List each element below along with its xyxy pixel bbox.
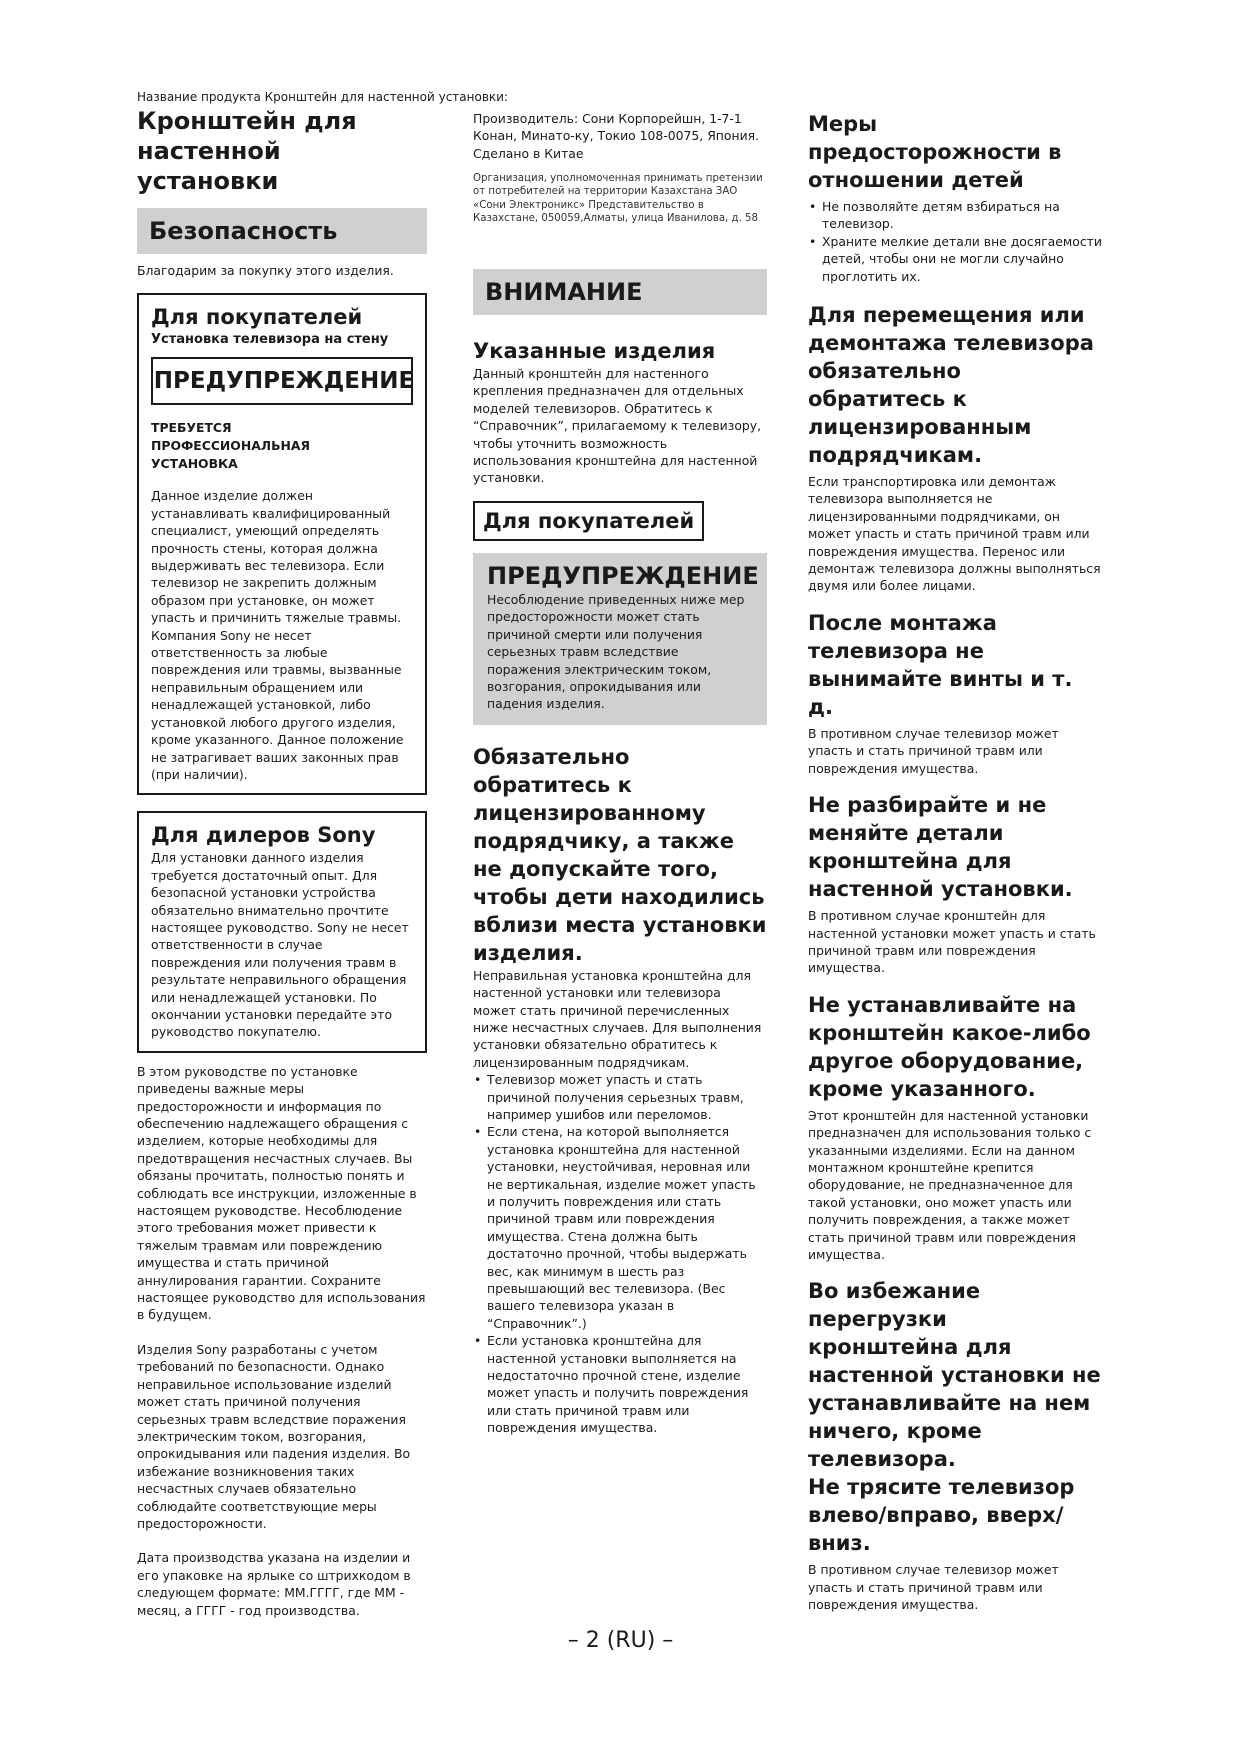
thanks-text: Благодарим за покупку этого изделия. [137, 263, 394, 278]
children-bullet-list [808, 198, 1104, 285]
warning-label-text: ПРЕДУПРЕЖДЕНИЕ [153, 368, 415, 395]
column-right [808, 110, 1104, 1614]
warning-panel-body: Несоблюдение приведенных ниже мер предосторожности может стать причиной смерти или получения серьезных травм вследствие поражения электрическим током, возгорания, опрокидывания или падения изделия. [487, 591, 745, 712]
overload-body: В противном случае телевизор может упасть и стать причиной травм или повреждения имущества. [808, 1562, 1059, 1613]
screws-title: После монтажа телевизора не вынимайте винты и т. д. [808, 610, 1073, 719]
overload-title: Во избежание перегрузки кронштейна для настенной установки не устанавливайте на нем ничего, кроме телевизора. [808, 1279, 1101, 1472]
professional-install-note: ТРЕБУЕТСЯ ПРОФЕССИОНАЛЬНАЯ УСТАНОВКА [151, 420, 311, 472]
attention-heading: ВНИМАНИЕ [473, 269, 767, 315]
shake-title: Не трясите телевизор влево/вправо, вверх/вниз. [808, 1475, 1075, 1556]
page-number: – 2 (RU) – [567, 1628, 674, 1653]
kazakhstan-org-info: Организация, уполномоченная принимать претензии от потребителей на территории Казахстана ЗАО «Сони Электроникс» Представительство в Казахстане, 050059,Алматы, улица Иванилова, д. 58 [473, 173, 763, 224]
column-middle [473, 110, 767, 1437]
intro-paragraph: В этом руководстве по установке приведены важные меры предосторожности и информация по обеспечению надлежащего обращения с изделием, которые необходимы для предотвращения несчастных случаев. Вы обязаны прочитать, полностью понять и соблюдать все инструкции, изложенные в настоящем руководстве. Несоблюдение этого требования может привести к тяжелым травмам или повреждению имущества и стать причиной аннулирования гарантии. Сохраните настоящее руководство для использования в будущем. [137, 1063, 426, 1323]
product-name-label: Название продукта Кронштейн для настенной установки: [137, 90, 508, 104]
other-equipment-body: Этот кронштейн для настенной установки предназначен для использования только с указанными изделиями. Если на данном монтажном кронштейне крепится оборудование, не предназначенное для такой установки, оно может упасть или получить повреждения, а также может стать причиной травм или повреждения имущества. [808, 1107, 1092, 1262]
production-date-paragraph: Дата производства указана на изделии и его упаковке на ярлыке со штрихкодом в следующем формате: ММ.ГГГГ, где ММ - месяц, а ГГГГ - год производства. [137, 1550, 411, 1618]
sony-safety-paragraph: Изделия Sony разработаны с учетом требований по безопасности. Однако неправильное использование изделий может стать причиной получения серьезных травм вследствие поражения электрическим током, возгорания, опрокидывания или падения изделия. Во избежание возникновения таких несчастных случаев обязательно соблюдайте соответствующие меры предосторожности. [137, 1341, 411, 1531]
disassemble-body: В противном случае кронштейн для настенной установки может упасть и стать причиной травм или повреждения имущества. [808, 908, 1096, 976]
specified-products-title: Указанные изделия [473, 339, 716, 364]
screws-body: В противном случае телевизор может упасть и стать причиной травм или повреждения имущества. [808, 725, 1059, 776]
customers-box-title: Для покупателей [151, 305, 363, 330]
list-item: • Не позволяйте детям взбираться на телевизор. [808, 198, 1104, 233]
list-item: • Если установка кронштейна для настенной установки выполняется на недостаточно прочной стене, изделие может упасть и получить повреждения или стать причиной травм или повреждения имущества. [473, 1332, 767, 1436]
dealers-box [137, 811, 427, 1052]
warning-panel-title: ПРЕДУПРЕЖДЕНИЕ [487, 561, 759, 590]
contractor-title: Обязательно обратитесь к лицензированному подрядчику, а также не допускайте того, чтобы дети находились вблизи места установки изделия. [473, 744, 767, 965]
dealers-box-body: Для установки данного изделия требуется достаточный опыт. Для безопасной установки устройства обязательно внимательно прочтите настоящее руководство. Sony не несет ответственности в случае повреждения или получения травм в результате неправильного обращения или ненадлежащей установки. По окончании установки передайте это руководство покупателю. [151, 850, 409, 1040]
moving-body: Если транспортировка или демонтаж телевизора выполняется не лицензированными подрядчиками, он может упасть и стать причиной травм или повреждения имущества. Перенос или демонтаж телевизора должны выполняться двумя или более лицами. [808, 474, 1101, 594]
list-item: • Если стена, на которой выполняется установка кронштейна для настенной установки, неустойчивая, неровная или не вертикальная, изделие может упасть и получить повреждения или стать причиной травм или повреждения имущества. Стена должна быть достаточно прочной, чтобы выдержать вес, как минимум в шесть раз превышающий вес телевизора. (Вес вашего телевизора указан в “Справочник”.) [473, 1123, 767, 1332]
column-left [137, 90, 508, 1619]
warning-label-box [151, 357, 413, 405]
list-item: • Телевизор может упасть и стать причиной получения серьезных травм, например ушибов или переломов. [473, 1071, 767, 1123]
made-in-text: Сделано в Китае [473, 145, 584, 161]
warning-panel [473, 553, 767, 725]
customers-title-box: Для покупателей [473, 501, 704, 541]
document-title: Кронштейн для настенной установки [137, 107, 357, 195]
list-item: • Храните мелкие детали вне досягаемости детей, чтобы они не могли случайно проглотить их. [808, 233, 1104, 285]
children-title: Меры предосторожности в отношении детей [808, 112, 1062, 192]
disassemble-title: Не разбирайте и не меняйте детали кронштейна для настенной установки. [808, 793, 1073, 902]
customers-box-subtitle: Установка телевизора на стену [151, 332, 389, 348]
customers-box [137, 293, 427, 795]
dealers-box-title: Для дилеров Sony [151, 823, 376, 848]
contractor-bullet-list [473, 1071, 767, 1437]
customers-box-body: Данное изделие должен устанавливать квалифицированный специалист, умеющий определять прочность стены, которая должна выдерживать вес телевизора. Если телевизор не закрепить должным образом при установке, он может упасть и причинить тяжелые травмы. Компания Sony не несет ответственность за любые повреждения или травмы, вызванные неправильным обращением или ненадлежащей установкой, либо установкой любого другого изделия, кроме указанного. Данное положение не затрагивает ваших законных прав (при наличии). [151, 488, 404, 782]
safety-heading: Безопасность [137, 208, 427, 254]
specified-products-body: Данный кронштейн для настенного крепления предназначен для отдельных моделей телевизоров. Обратитесь к “Справочник”, прилагаемому к телевизору, чтобы уточнить возможность использования кронштейна для настенной установки. [473, 366, 762, 486]
moving-title: Для перемещения или демонтажа телевизора обязательно обратитесь к лицензированным подрядчикам. [808, 303, 1094, 468]
manufacturer-info: Производитель: Сони Корпорейшн, 1-7-1 Конан, Минато-ку, Токио 108-0075, Япония. [473, 111, 760, 144]
other-equipment-title: Не устанавливайте на кронштейн какое-либо другое оборудование, кроме указанного. [808, 992, 1091, 1101]
contractor-body: Неправильная установка кронштейна для настенной установки или телевизора может стать причиной перечисленных ниже несчастных случаев. Для выполнения установки обязательно обратитесь к лицензированным подрядчикам. [473, 967, 762, 1070]
